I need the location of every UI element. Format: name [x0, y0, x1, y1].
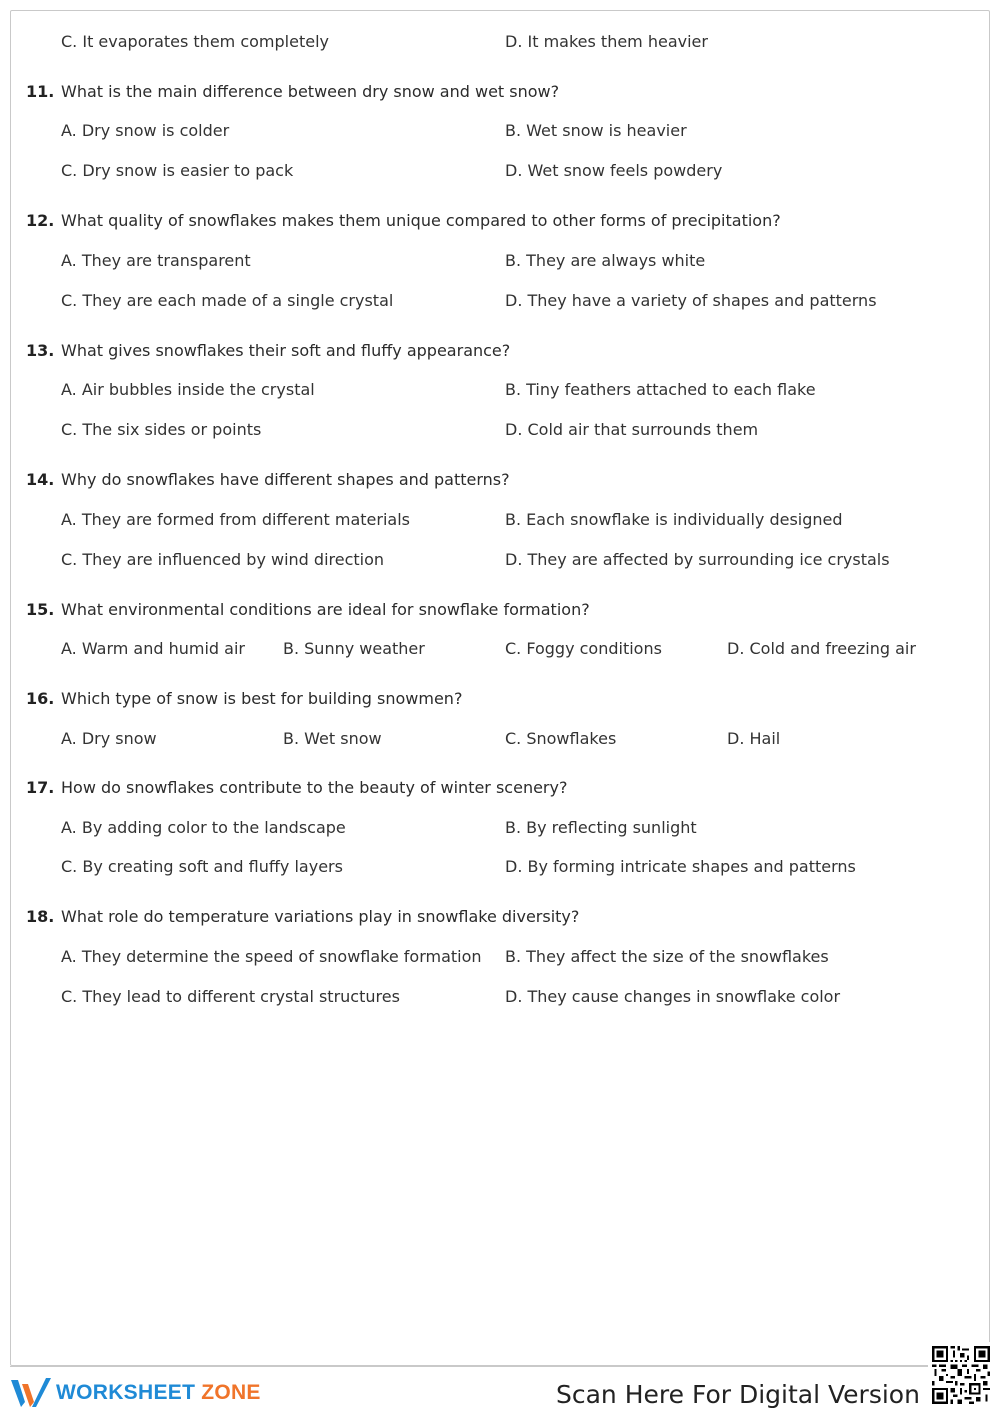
option-d: D. They cause changes in snowflake color — [505, 987, 841, 1006]
qr-code-graphic — [932, 1346, 990, 1404]
option-b: B. They affect the size of the snowflakes — [505, 947, 829, 966]
option-d: D. By forming intricate shapes and patterns — [505, 857, 856, 876]
option-c: C. Dry snow is easier to pack — [61, 161, 294, 180]
scan-here-text: Scan Here For Digital Version — [556, 1380, 920, 1409]
option-a: A. They determine the speed of snowflake formation — [61, 947, 482, 966]
option-row — [0, 727, 1000, 751]
question-text: Which type of snow is best for building snowmen? — [61, 689, 463, 708]
option-row — [0, 30, 1000, 54]
footer-divider — [10, 1366, 990, 1367]
question-text: What environmental conditions are ideal for snowflake formation? — [61, 600, 590, 619]
option-b: B. Wet snow is heavier — [505, 121, 687, 140]
option-row — [0, 289, 1000, 313]
question-number: 14. — [26, 470, 55, 489]
question-number: 18. — [26, 907, 55, 926]
option-d: D. It makes them heavier — [505, 32, 708, 51]
question-text: What gives snowflakes their soft and fluffy appearance? — [61, 341, 511, 360]
option-b: B. Sunny weather — [283, 639, 425, 658]
option-row — [0, 119, 1000, 143]
option-c: C. Snowflakes — [505, 729, 617, 748]
question-number: 16. — [26, 689, 55, 708]
option-c: C. The six sides or points — [61, 420, 262, 439]
question-18 — [0, 905, 1000, 929]
option-a: A. Dry snow — [61, 729, 157, 748]
option-d: D. Cold air that surrounds them — [505, 420, 759, 439]
option-b: B. Each snowflake is individually designed — [505, 510, 843, 529]
option-row — [0, 985, 1000, 1009]
question-number: 17. — [26, 778, 55, 797]
option-row — [0, 418, 1000, 442]
option-a: A. Air bubbles inside the crystal — [61, 380, 315, 399]
question-number: 12. — [26, 211, 55, 230]
option-c: C. By creating soft and fluffy layers — [61, 857, 343, 876]
option-d: D. They are affected by surrounding ice crystals — [505, 550, 890, 569]
question-number: 13. — [26, 341, 55, 360]
worksheetzone-logo[interactable] — [10, 1376, 261, 1410]
option-b: B. Wet snow — [283, 729, 382, 748]
option-a: A. They are formed from different materials — [61, 510, 410, 529]
logo-word-zone: ZONE — [201, 1381, 261, 1404]
option-row — [0, 945, 1000, 969]
option-row — [0, 637, 1000, 661]
question-14 — [0, 468, 1000, 492]
option-c: C. They are influenced by wind direction — [61, 550, 385, 569]
question-11 — [0, 80, 1000, 104]
option-row — [0, 855, 1000, 879]
option-row — [0, 249, 1000, 273]
option-d: D. They have a variety of shapes and patterns — [505, 291, 877, 310]
option-row — [0, 816, 1000, 840]
question-text: How do snowflakes contribute to the beauty of winter scenery? — [61, 778, 568, 797]
option-b: B. They are always white — [505, 251, 706, 270]
question-number: 11. — [26, 82, 55, 101]
option-a: A. Dry snow is colder — [61, 121, 230, 140]
question-12 — [0, 209, 1000, 233]
option-a: A. They are transparent — [61, 251, 251, 270]
option-row — [0, 508, 1000, 532]
logo-w-icon — [10, 1376, 52, 1410]
option-c: C. They lead to different crystal structures — [61, 987, 400, 1006]
qr-code-icon[interactable] — [928, 1342, 994, 1408]
option-a: A. Warm and humid air — [61, 639, 245, 658]
question-text: What is the main difference between dry snow and wet snow? — [61, 82, 560, 101]
question-16 — [0, 687, 1000, 711]
question-text: What role do temperature variations play in snowflake diversity? — [61, 907, 580, 926]
option-b: B. By reflecting sunlight — [505, 818, 697, 837]
question-15 — [0, 598, 1000, 622]
option-d: D. Cold and freezing air — [727, 639, 916, 658]
logo-word-worksheet: WORKSHEET — [56, 1381, 196, 1404]
question-17 — [0, 776, 1000, 800]
option-c: C. Foggy conditions — [505, 639, 662, 658]
question-text: What quality of snowflakes makes them unique compared to other forms of precipitation? — [61, 211, 781, 230]
option-d: D. Wet snow feels powdery — [505, 161, 723, 180]
logo-text — [56, 1381, 261, 1405]
option-row — [0, 159, 1000, 183]
option-c: C. It evaporates them completely — [61, 32, 329, 51]
option-c: C. They are each made of a single crystal — [61, 291, 394, 310]
option-row — [0, 548, 1000, 572]
option-row — [0, 378, 1000, 402]
option-a: A. By adding color to the landscape — [61, 818, 346, 837]
option-d: D. Hail — [727, 729, 781, 748]
question-text: Why do snowflakes have different shapes and patterns? — [61, 470, 510, 489]
question-number: 15. — [26, 600, 55, 619]
question-13 — [0, 339, 1000, 363]
option-b: B. Tiny feathers attached to each flake — [505, 380, 816, 399]
